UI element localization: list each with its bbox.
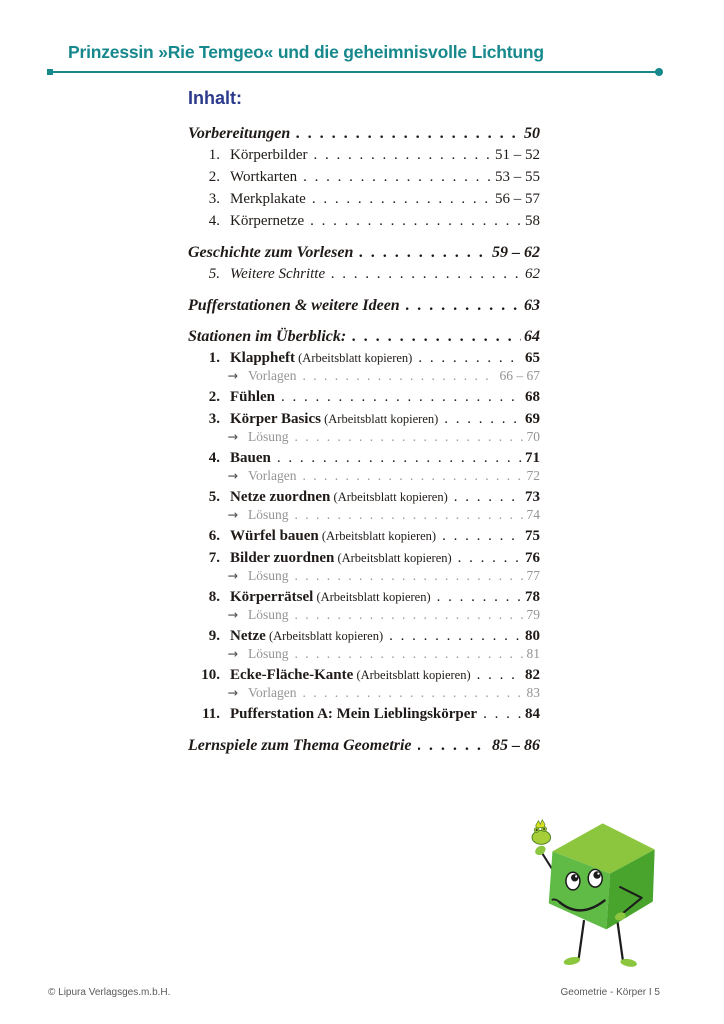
page-number: 74 — [526, 507, 540, 522]
item-number: 9. — [208, 628, 220, 644]
dot-leader — [295, 646, 524, 662]
toc-sub-row — [188, 646, 540, 662]
dot-leader — [477, 667, 522, 684]
toc-sub-row — [188, 468, 540, 484]
rule-end-dot — [655, 68, 663, 76]
item-number: 5. — [208, 266, 220, 282]
toc-sub-row — [188, 507, 540, 523]
toc-section-row — [188, 328, 540, 345]
page-number: 73 — [525, 489, 540, 505]
toc-item-row — [188, 411, 540, 428]
arrow-right-icon: → — [227, 429, 238, 444]
dot-leader — [295, 568, 524, 584]
entry-label: Lösung — [248, 568, 289, 583]
dot-leader — [303, 169, 492, 186]
item-number: 1. — [208, 350, 220, 366]
toc-list — [188, 125, 540, 754]
toc-item-row — [188, 489, 540, 506]
dot-leader — [483, 706, 522, 723]
dot-leader — [359, 244, 489, 261]
toc-item-row — [188, 528, 540, 545]
dot-leader — [303, 368, 497, 384]
toc-sub-row — [188, 607, 540, 623]
entry-label: Lösung — [248, 507, 289, 522]
page-number: 80 — [525, 628, 540, 644]
page-number: 81 — [526, 646, 540, 661]
page-number: 69 — [525, 411, 540, 427]
entry-label: Geschichte zum Vorlesen — [188, 244, 354, 261]
entry-label: Körpernetze — [230, 213, 305, 229]
page-number: 50 — [524, 125, 540, 142]
entry-label: Netze (Arbeitsblatt kopieren) — [230, 628, 384, 644]
entry-label: Bauen — [230, 450, 271, 466]
page-number: 58 — [525, 213, 540, 229]
page-number: 59 – 62 — [492, 244, 540, 261]
toc-item-row — [188, 191, 540, 208]
entry-label: Pufferstation A: Mein Lieblingskörper — [230, 706, 478, 722]
entry-note: (Arbeitsblatt kopieren) — [334, 551, 452, 565]
entry-note: (Arbeitsblatt kopieren) — [320, 412, 439, 426]
dot-leader — [303, 468, 524, 484]
toc-sub-row — [188, 568, 540, 584]
entry-note: (Arbeitsblatt kopieren) — [353, 668, 471, 682]
page-number: 85 – 86 — [492, 737, 540, 754]
entry-label: Würfel bauen (Arbeitsblatt kopieren) — [230, 528, 437, 544]
dot-leader — [295, 507, 524, 523]
page-number: 83 — [526, 685, 540, 700]
page-number: 51 – 52 — [495, 147, 540, 163]
toc-item-row — [188, 667, 540, 684]
dot-leader — [418, 350, 522, 367]
toc-item-row — [188, 628, 540, 645]
page-number: 79 — [526, 607, 540, 622]
entry-label: Lösung — [248, 646, 289, 661]
item-number: 6. — [208, 528, 220, 544]
toc-heading: Inhalt: — [188, 88, 242, 108]
entry-note: (Arbeitsblatt kopieren) — [265, 629, 384, 643]
page-number: 63 — [524, 297, 540, 314]
entry-label: Vorlagen — [248, 368, 297, 383]
entry-label: Vorbereitungen — [188, 125, 291, 142]
entry-label: Bilder zuordnen (Arbeitsblatt kopieren) — [230, 550, 452, 566]
arrow-right-icon: → — [227, 607, 238, 622]
dot-leader — [313, 147, 492, 164]
page-number: 71 — [525, 450, 540, 466]
arrow-right-icon: → — [227, 507, 238, 522]
toc-item-row — [188, 589, 540, 606]
toc-sub-row — [188, 429, 540, 445]
entry-note: (Arbeitsblatt kopieren) — [313, 590, 431, 604]
page-number: 77 — [526, 568, 540, 583]
item-number: 2. — [208, 169, 220, 185]
page-number: 62 — [525, 266, 540, 282]
toc-item-row — [188, 169, 540, 186]
item-number: 8. — [208, 589, 220, 605]
page-footer — [48, 987, 660, 998]
dot-leader — [331, 266, 522, 283]
item-number: 1. — [208, 147, 220, 163]
page-number: 53 – 55 — [495, 169, 540, 185]
page-number: 82 — [525, 667, 540, 683]
dot-leader — [442, 528, 522, 545]
page-number: 76 — [525, 550, 540, 566]
item-number: 3. — [208, 411, 220, 427]
entry-label: Vorlagen — [248, 468, 297, 483]
entry-label: Lösung — [248, 429, 289, 444]
toc-section-row — [188, 297, 540, 314]
copyright-text: © Lipura Verlagsges.m.b.H. — [48, 987, 171, 998]
page-number: 72 — [526, 468, 540, 483]
page-number: 78 — [525, 589, 540, 605]
toc-item-row — [188, 550, 540, 567]
toc-section-row — [188, 737, 540, 754]
entry-label: Vorlagen — [248, 685, 297, 700]
arrow-right-icon: → — [227, 568, 238, 583]
page-number: 64 — [524, 328, 540, 345]
entry-note: (Arbeitsblatt kopieren) — [318, 529, 437, 543]
cube-mascot-svg — [528, 816, 668, 974]
entry-label: Pufferstationen & weitere Ideen — [188, 297, 400, 314]
page-number: 75 — [525, 528, 540, 544]
dot-leader — [281, 389, 522, 406]
dot-leader — [454, 489, 522, 506]
rule-left-nub — [47, 69, 53, 75]
page-number: 56 – 57 — [495, 191, 540, 207]
item-number: 10. — [201, 667, 220, 683]
item-number: 3. — [208, 191, 220, 207]
entry-label: Fühlen — [230, 389, 276, 405]
cube-mascot-illustration — [528, 816, 668, 974]
entry-label: Lösung — [248, 607, 289, 622]
toc-item-row — [188, 213, 540, 230]
entry-note: (Arbeitsblatt kopieren) — [295, 351, 413, 365]
page-title: Prinzessin »Rie Temgeo« und die geheimnisvolle Lichtung — [68, 42, 544, 62]
page-number: 66 – 67 — [499, 368, 540, 383]
dot-leader — [312, 191, 492, 208]
entry-label: Merkplakate — [230, 191, 306, 207]
toc-sub-row — [188, 685, 540, 701]
entry-note: (Arbeitsblatt kopieren) — [330, 490, 448, 504]
page-number: 65 — [525, 350, 540, 366]
toc-section-row — [188, 125, 540, 142]
toc-item-row — [188, 350, 540, 367]
entry-label: Weitere Schritte — [230, 266, 326, 282]
toc-item-row — [188, 450, 540, 467]
dot-leader — [277, 450, 522, 467]
arrow-right-icon: → — [227, 685, 238, 700]
dot-leader — [310, 213, 522, 230]
dot-leader — [295, 607, 524, 623]
dot-leader — [458, 550, 522, 567]
entry-label: Lernspiele zum Thema Geometrie — [188, 737, 412, 754]
frog-princess-icon — [532, 820, 551, 845]
page-number: 84 — [525, 706, 540, 722]
arrow-right-icon: → — [227, 368, 238, 383]
toc-item-row — [188, 706, 540, 723]
item-number: 4. — [208, 450, 220, 466]
dot-leader — [303, 685, 524, 701]
title-rule — [48, 71, 660, 73]
entry-label: Klappheft (Arbeitsblatt kopieren) — [230, 350, 413, 366]
page-number: 70 — [526, 429, 540, 444]
item-number: 11. — [202, 706, 220, 722]
table-of-contents — [188, 88, 540, 754]
entry-label: Ecke-Fläche-Kante (Arbeitsblatt kopieren) — [230, 667, 471, 683]
dot-leader — [389, 628, 522, 645]
item-number: 5. — [208, 489, 220, 505]
dot-leader — [352, 328, 521, 345]
dot-leader — [295, 429, 524, 445]
page-number: 68 — [525, 389, 540, 405]
page-indicator: Geometrie - Körper I 5 — [560, 987, 660, 998]
entry-label: Körperrätsel (Arbeitsblatt kopieren) — [230, 589, 431, 605]
toc-item-row — [188, 147, 540, 164]
dot-leader — [418, 737, 489, 754]
dot-leader — [406, 297, 521, 314]
entry-label: Stationen im Überblick: — [188, 328, 347, 345]
item-number: 4. — [208, 213, 220, 229]
toc-sub-row — [188, 368, 540, 384]
dot-leader — [444, 411, 522, 428]
arrow-right-icon: → — [227, 646, 238, 661]
entry-label: Netze zuordnen (Arbeitsblatt kopieren) — [230, 489, 448, 505]
dot-leader — [296, 125, 521, 142]
toc-section-row — [188, 244, 540, 261]
entry-label: Körperbilder — [230, 147, 308, 163]
item-number: 7. — [208, 550, 220, 566]
entry-label: Körper Basics (Arbeitsblatt kopieren) — [230, 411, 439, 427]
toc-item-row — [188, 389, 540, 406]
arrow-right-icon: → — [227, 468, 238, 483]
item-number: 2. — [208, 389, 220, 405]
entry-label: Wortkarten — [230, 169, 298, 185]
toc-item-row — [188, 266, 540, 283]
dot-leader — [437, 589, 522, 606]
